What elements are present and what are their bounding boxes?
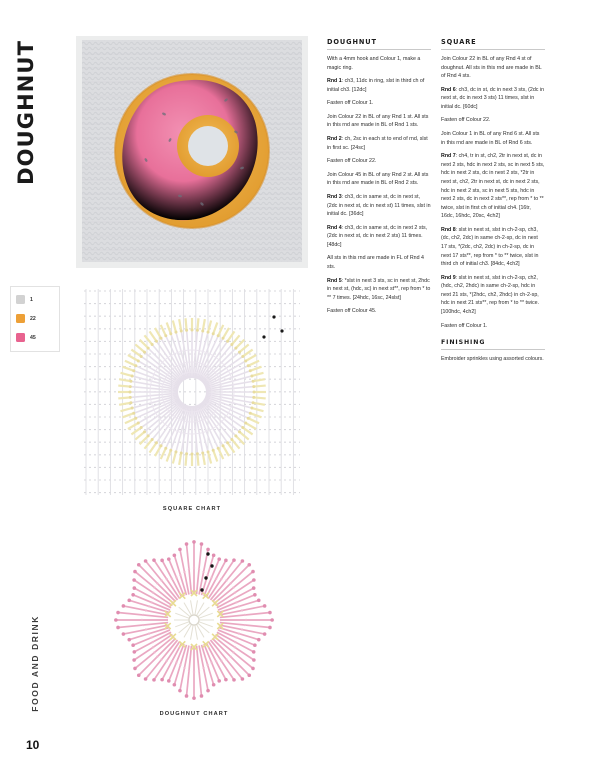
colour-swatch-22	[16, 314, 25, 323]
square-chart-svg	[78, 285, 306, 499]
instruction-text: Join Colour 22 in BL of any Rnd 4 st of doughnut. All sts in this rnd are made in BL of Rnd 4 sts.	[441, 56, 542, 80]
colour-key-item	[16, 311, 55, 326]
doughnut-chart-diagram	[108, 538, 280, 704]
doughnut-square-photo	[76, 36, 308, 268]
doughnut-body	[327, 55, 431, 316]
colour-key-item	[16, 292, 55, 307]
instruction-text: Fasten off Colour 22.	[441, 117, 491, 124]
doughnut-heading: DOUGHNUT	[327, 38, 431, 50]
round-instruction: Rnd 2: ch, 2sc in each st to end of rnd, slst in first sc. [24sc]	[327, 136, 428, 151]
square-body	[441, 55, 545, 330]
colour-swatch-1	[16, 295, 25, 304]
round-instruction: Rnd 1: ch3, 11dc in ring, slst in third ch of initial ch3. [12dc]	[327, 78, 425, 93]
finishing-heading: FINISHING	[441, 339, 545, 350]
instruction-text: Join Colour 45 in BL of any Rnd 2 st. All sts in this rnd are made in BL of Rnd 2 sts.	[327, 171, 429, 187]
section-label: FOOD AND DRINK	[30, 615, 40, 712]
colour-key-label: 1	[30, 296, 33, 303]
doughnut-instructions-column	[327, 38, 431, 321]
square-chart-caption: SQUARE CHART	[162, 506, 222, 512]
round-instruction: Rnd 7: ch4, tr in st, ch2, 2tr in next st, dc in next 2 sts, hdc in next 2 sts, sc in next 5 sts, hdc in next 2 sts, dc in next 2 sts, *2tr in next st, ch2, 2tr in next st, dc in next 2 sts, hdc in next 2 sts, sc in next 5 sts, hdc in next 2 sts, dc in next 2 sts**, rep from * to ** twice, slst in first ch of initial ch4. [16tr, 16dc, 16hdc, 20sc, 4ch2]	[441, 153, 545, 220]
round-instruction: Rnd 6: ch3, dc in st, dc in next 3 sts, (2dc in next st, dc in next 3 sts) 11 times, slst in initial dc. [60dc]	[441, 86, 545, 110]
round-instruction: Rnd 8: slst in next st, slst in ch-2-sp, ch3, (dc, ch2, 2dc) in same ch-2-sp, dc in next 17 sts, *(2dc, ch2, 2dc) in ch-2-sp, dc in next 17 sts**, rep from * to ** twice, slst in third ch of initial ch3. [84dc, 4ch2]	[441, 226, 539, 268]
square-chart-diagram	[78, 285, 306, 499]
colour-key	[10, 286, 60, 352]
instruction-text: With a 4mm hook and Colour 1, make a magic ring.	[327, 56, 421, 71]
page-title: DOUGHNUT	[14, 40, 38, 185]
finishing-text: Embroider sprinkles using assorted colours.	[441, 356, 544, 363]
instruction-text: Fasten off Colour 1.	[441, 322, 488, 329]
round-instruction: Rnd 3: ch3, dc in same st, dc in next st, (2dc in next st, dc in next st) 11 times, slst in initial dc. [36dc]	[327, 193, 431, 218]
colour-key-label: 45	[30, 334, 36, 341]
instruction-text: Join Colour 22 in BL of any Rnd 1 st. All sts in this rnd are made in BL of Rnd 1 sts.	[327, 113, 429, 129]
colour-key-item	[16, 330, 55, 345]
instruction-text: Fasten off Colour 45.	[327, 308, 377, 315]
round-instruction: Rnd 5: *slst in next 3 sts, sc in next st, 2hdc in next st, (hdc, sc) in next st**, rep from * to ** 7 times. [24hdc, 16sc, 24slst]	[327, 277, 431, 301]
instruction-text: Fasten off Colour 1.	[327, 100, 374, 107]
colour-key-label: 22	[30, 315, 36, 322]
round-instruction: Rnd 9: slst in next st, slst in ch-2-sp, ch2, (hdc, ch2, 2hdc) in same ch-2-sp, hdc in next 21 sts, *(2hdc, ch2, 2hdc) in ch-2-sp, hdc in next 21 sts**, rep from * to ** twice. [100hdc, 4ch2]	[441, 274, 540, 316]
colour-swatch-45	[16, 333, 25, 342]
instruction-text: Fasten off Colour 22.	[327, 158, 377, 165]
doughnut-chart-caption: DOUGHNUT CHART	[159, 711, 229, 717]
photo-illustration	[76, 36, 308, 268]
doughnut-chart-svg	[108, 538, 280, 704]
page-number: 10	[26, 738, 40, 752]
round-instruction: Rnd 4: ch3, dc in same st, dc in next 2 sts, (2dc in next st, dc in next 2 sts) 11 times. [48dc]	[327, 224, 428, 248]
square-heading: SQUARE	[441, 38, 545, 50]
square-instructions-column	[441, 38, 545, 369]
instruction-text: Join Colour 1 in BL of any Rnd 6 st. All sts in this rnd are made in BL of Rnd 6 sts.	[441, 131, 540, 146]
instruction-text: All sts in this rnd are made in FL of Rnd 4 sts.	[327, 255, 424, 270]
